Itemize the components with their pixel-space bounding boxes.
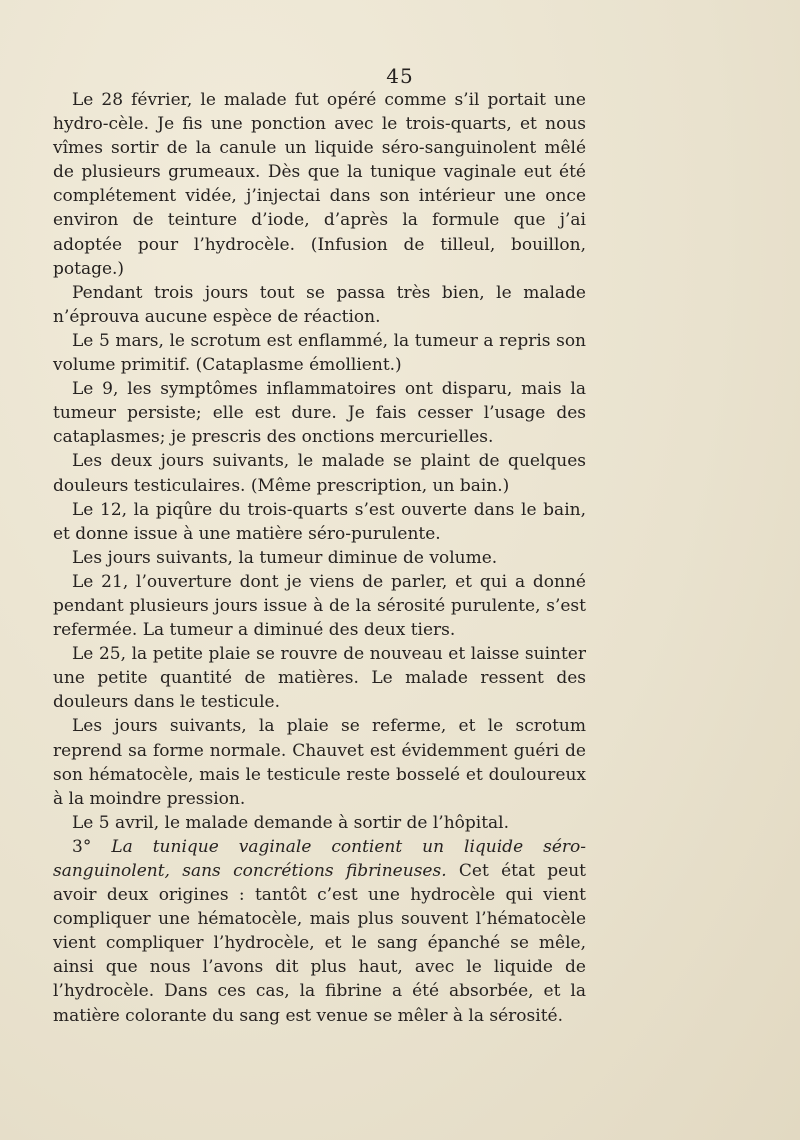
body-text: [53, 88, 586, 1028]
paragraph: Le 25, la petite plaie se rouvre de nouveau et laisse suinter une petite quantité de matières. Le malade ressent des douleurs dans le testicule.: [53, 644, 586, 713]
paragraph: Les jours suivants, la plaie se referme, et le scrotum reprend sa forme normale. Chauvet est évidemment guéri de son hématocèle, mais le testicule reste bosselé et douloureux à la moindre pression.: [53, 716, 586, 809]
paragraph: Les deux jours suivants, le malade se plaint de quelques douleurs testiculaires. (Même prescription, un bain.): [53, 451, 586, 496]
paragraph: Les jours suivants, la tumeur diminue de volume.: [72, 547, 498, 568]
paragraph: Le 9, les symptômes inflammatoires ont disparu, mais la tumeur persiste; elle est dure. Je fais cesser l’usage des cataplasmes; je prescris des onctions mercurielles.: [53, 379, 586, 448]
section-number: 3°: [72, 836, 92, 857]
section-title: La tunique vaginale contient un liquide séro-sanguinolent, sans concrétions fibrineuses.: [53, 836, 586, 881]
page-number: 45: [386, 64, 414, 88]
paragraph: Le 28 février, le malade fut opéré comme s’il portait une hydro-cèle. Je fis une ponction avec le trois-quarts, et nous vîmes sortir de la canule un liquide séro-sanguinolent mêlé de plusieurs grumeaux. Dès que la tunique vaginale eut été complétement vidée, j’injectai dans son intérieur une once environ de teinture d’iode, d’après la formule que j’ai adoptée pour l’hydrocèle. (Infusion de tilleul, bouillon, potage.): [53, 90, 586, 279]
paragraph: Le 5 mars, le scrotum est enflammé, la tumeur a repris son volume primitif. (Cataplasme émollient.): [53, 330, 586, 376]
paragraph: Pendant trois jours tout se passa très bien, le malade n’éprouva aucune espèce de réaction.: [53, 282, 586, 327]
paragraph: Le 5 avril, le malade demande à sortir de l’hôpital.: [72, 812, 510, 833]
section-paragraph: [53, 835, 586, 1028]
section-body: Cet état peut avoir deux origines : tantôt c’est une hydrocèle qui vient compliquer une hématocèle, mais plus souvent l’hématocèle vient compliquer l’hydrocèle, et le sang épanché se mêle, ainsi que nous l’avons dit plus haut, avec le liquide de l’hydrocèle. Dans ces cas, la fibrine a été absorbée, et la matière colorante du sang est venue se mêler à la sérosité.: [53, 861, 586, 1026]
paragraph: Le 21, l’ouverture dont je viens de parler, et qui a donné pendant plusieurs jours issue à de la sérosité purulente, s’est refermée. La tumeur a diminué des deux tiers.: [53, 571, 586, 641]
paragraph: Le 12, la piqûre du trois-quarts s’est ouverte dans le bain, et donne issue à une matière séro-purulente.: [53, 499, 586, 544]
